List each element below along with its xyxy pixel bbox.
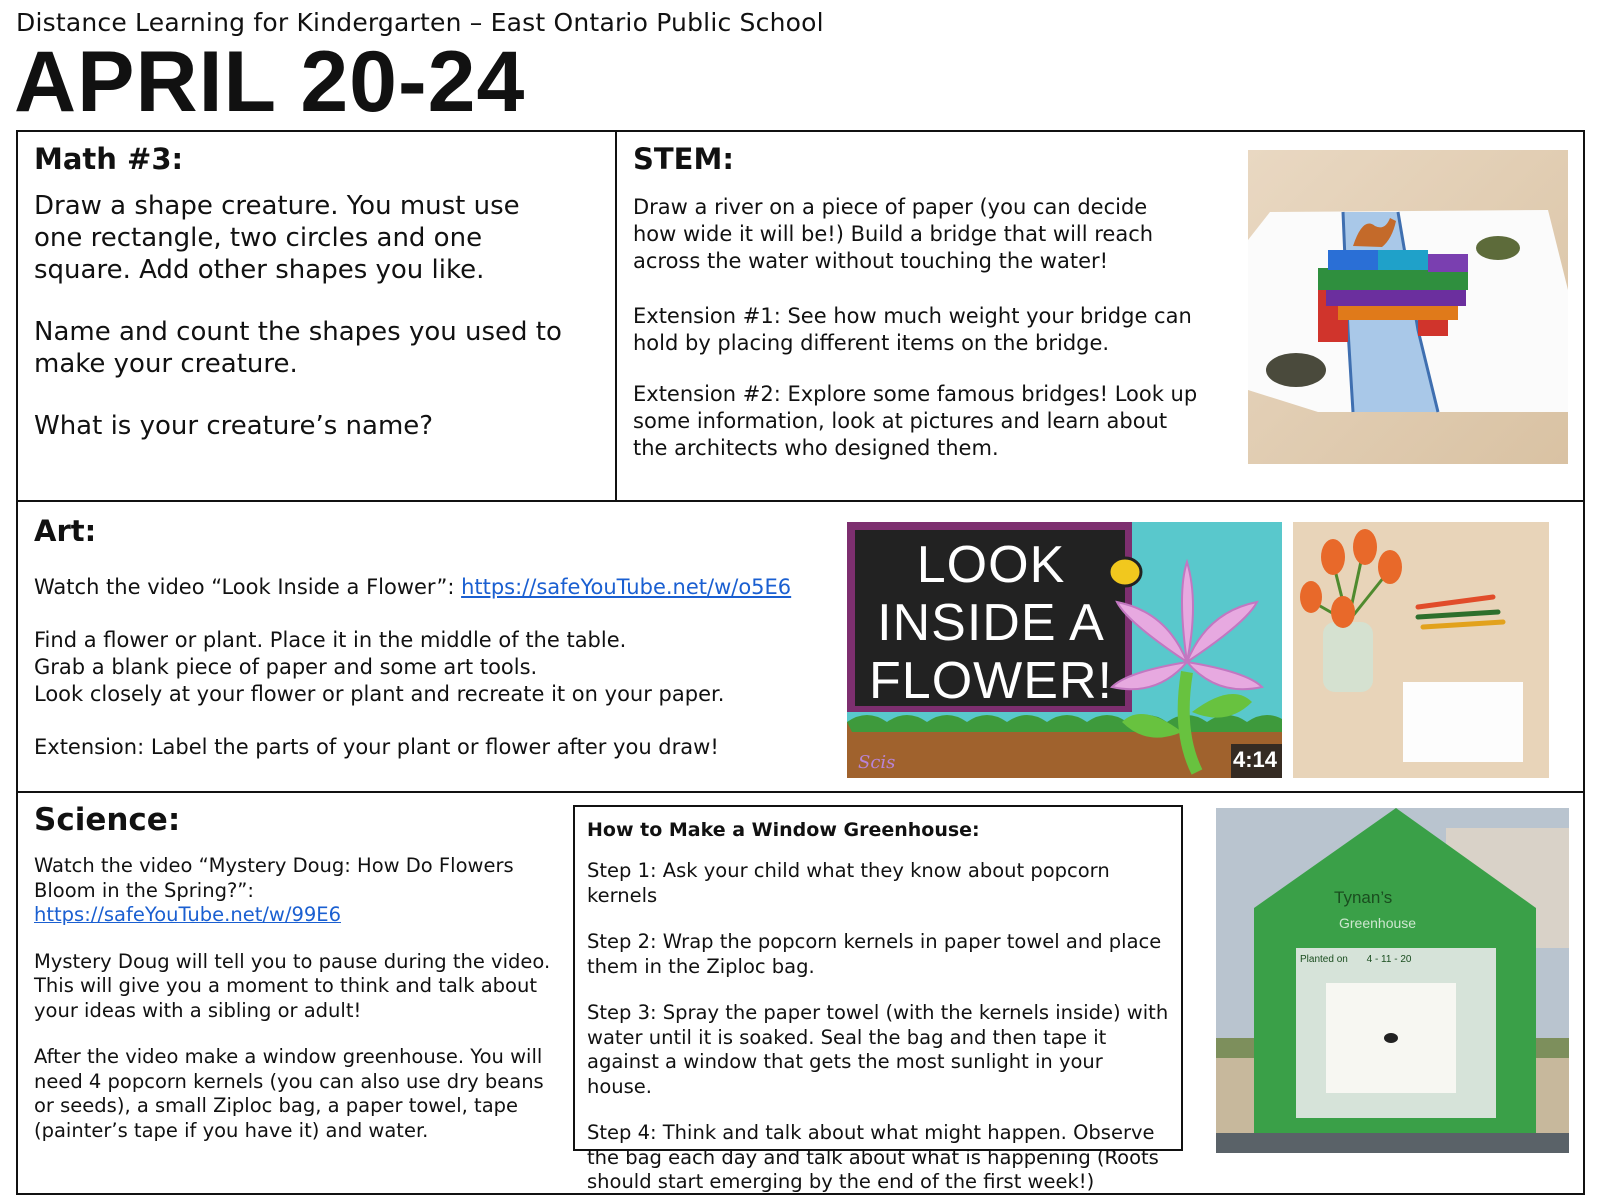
column-divider <box>615 132 617 500</box>
greenhouse-photo-planted <box>1300 954 1411 965</box>
stem-heading: STEM: <box>633 142 734 176</box>
row-divider-1 <box>18 500 1583 502</box>
stem-line: the architects who designed them. <box>633 436 999 460</box>
science-heading: Science: <box>34 802 181 838</box>
stem-section <box>633 142 1208 462</box>
math-line: Draw a shape creature. You must use <box>34 191 520 221</box>
greenhouse-step: water until it is soaked. Seal the bag and then tape it <box>587 1025 1107 1049</box>
stem-line: hold by placing different items on the bridge. <box>633 331 1110 355</box>
art-section <box>34 514 834 761</box>
stem-line: Extension #1: See how much weight your bridge can <box>633 304 1192 328</box>
thumbnail-title-line: FLOWER! <box>869 652 1113 710</box>
greenhouse-photo <box>1216 808 1569 1153</box>
math-line: make your creature. <box>34 349 298 379</box>
svg-text:Scis: Scis <box>858 752 896 773</box>
thumbnail-title-line: INSIDE A <box>877 594 1105 652</box>
science-line: This will give you a moment to think and talk about <box>34 974 537 997</box>
science-line: need 4 popcorn kernels (you can also use dry beans <box>34 1069 544 1093</box>
art-video-line <box>34 574 834 601</box>
page-title: APRIL 20-24 <box>14 34 526 130</box>
science-instructions <box>34 854 564 1143</box>
stem-line: Draw a river on a piece of paper (you can decide <box>633 195 1148 219</box>
science-line: (painter’s tape if you have it) and water. <box>34 1118 429 1142</box>
math-section <box>34 142 604 442</box>
math-line: one rectangle, two circles and one <box>34 223 483 253</box>
greenhouse-photo-date: 4 - 11 - 20 <box>1366 954 1412 965</box>
tulips-photo <box>1293 522 1549 778</box>
video-duration: 4:14 <box>1233 747 1278 772</box>
greenhouse-step: Step 2: Wrap the popcorn kernels in paper towel and place <box>587 930 1162 953</box>
art-video-link[interactable]: https://safeYouTube.net/w/o5E6 <box>461 575 792 599</box>
greenhouse-step: Step 3: Spray the paper towel (with the kernels inside) with <box>587 1001 1169 1024</box>
science-line: or seeds), a small Ziploc bag, a paper towel, tape <box>34 1094 519 1117</box>
science-line: After the video make a window greenhouse. You will <box>34 1045 543 1068</box>
stem-line: Extension #2: Explore some famous bridges! Look up <box>633 382 1198 406</box>
greenhouse-title: How to Make a Window Greenhouse: <box>587 819 980 841</box>
math-instructions <box>34 190 604 442</box>
science-line: your ideas with a sibling or adult! <box>34 998 362 1022</box>
science-line: Mystery Doug will tell you to pause during the video. <box>34 949 551 973</box>
row-divider-2 <box>18 791 1583 793</box>
greenhouse-steps <box>587 859 1169 1195</box>
stem-line: across the water without touching the water! <box>633 249 1109 273</box>
lego-bridge-photo <box>1248 150 1568 464</box>
thumbnail-title <box>861 536 1121 710</box>
math-line: Name and count the shapes you used to <box>34 317 562 347</box>
math-line: square. Add other shapes you like. <box>34 255 485 285</box>
greenhouse-step: them in the Ziploc bag. <box>587 954 815 978</box>
stem-instructions <box>633 194 1208 462</box>
art-heading: Art: <box>34 514 97 548</box>
art-line: Look closely at your flower or plant and recreate it on your paper. <box>34 682 725 706</box>
flower-video-thumbnail[interactable] <box>847 522 1282 778</box>
art-instructions <box>34 574 834 761</box>
greenhouse-photo-name: Tynan <box>1334 888 1381 907</box>
greenhouse-photo-name-line <box>1334 888 1392 908</box>
greenhouse-photo-suffix: ’s <box>1380 888 1393 907</box>
greenhouse-photo-planted-label: Planted on <box>1300 954 1348 965</box>
art-line: Find a flower or plant. Place it in the middle of the table. <box>34 628 627 652</box>
stem-line: how wide it will be!) Build a bridge that will reach <box>633 222 1154 246</box>
math-heading: Math #3: <box>34 142 184 176</box>
greenhouse-step: the bag each day and talk about what is happening (Roots <box>587 1145 1159 1169</box>
thumbnail-title-line: LOOK <box>916 536 1066 594</box>
stem-line: some information, look at pictures and learn about <box>633 409 1168 433</box>
art-line: Extension: Label the parts of your plant or flower after you draw! <box>34 735 719 759</box>
greenhouse-step: Step 4: Think and talk about what might happen. Observe <box>587 1121 1155 1144</box>
science-section <box>34 802 564 1143</box>
page-subtitle: Distance Learning for Kindergarten – East Ontario Public School <box>16 8 824 37</box>
science-line: Bloom in the Spring?”: <box>34 878 254 902</box>
greenhouse-steps-box <box>573 805 1183 1193</box>
science-line: Watch the video “Mystery Doug: How Do Flowers <box>34 854 514 877</box>
activity-grid <box>16 130 1585 1195</box>
greenhouse-step: Step 1: Ask your child what they know about popcorn kernels <box>587 859 1110 907</box>
art-line: Grab a blank piece of paper and some art tools. <box>34 655 538 679</box>
math-line: What is your creature’s name? <box>34 411 434 441</box>
science-video-link[interactable]: https://safeYouTube.net/w/99E6 <box>34 903 341 926</box>
greenhouse-step: should start emerging by the end of the first week!) <box>587 1170 1095 1193</box>
greenhouse-photo-label: Greenhouse <box>1339 915 1417 931</box>
greenhouse-step: against a window that gets the most sunlight in your house. <box>587 1050 1103 1098</box>
art-video-prefix: Watch the video “Look Inside a Flower”: <box>34 575 462 599</box>
